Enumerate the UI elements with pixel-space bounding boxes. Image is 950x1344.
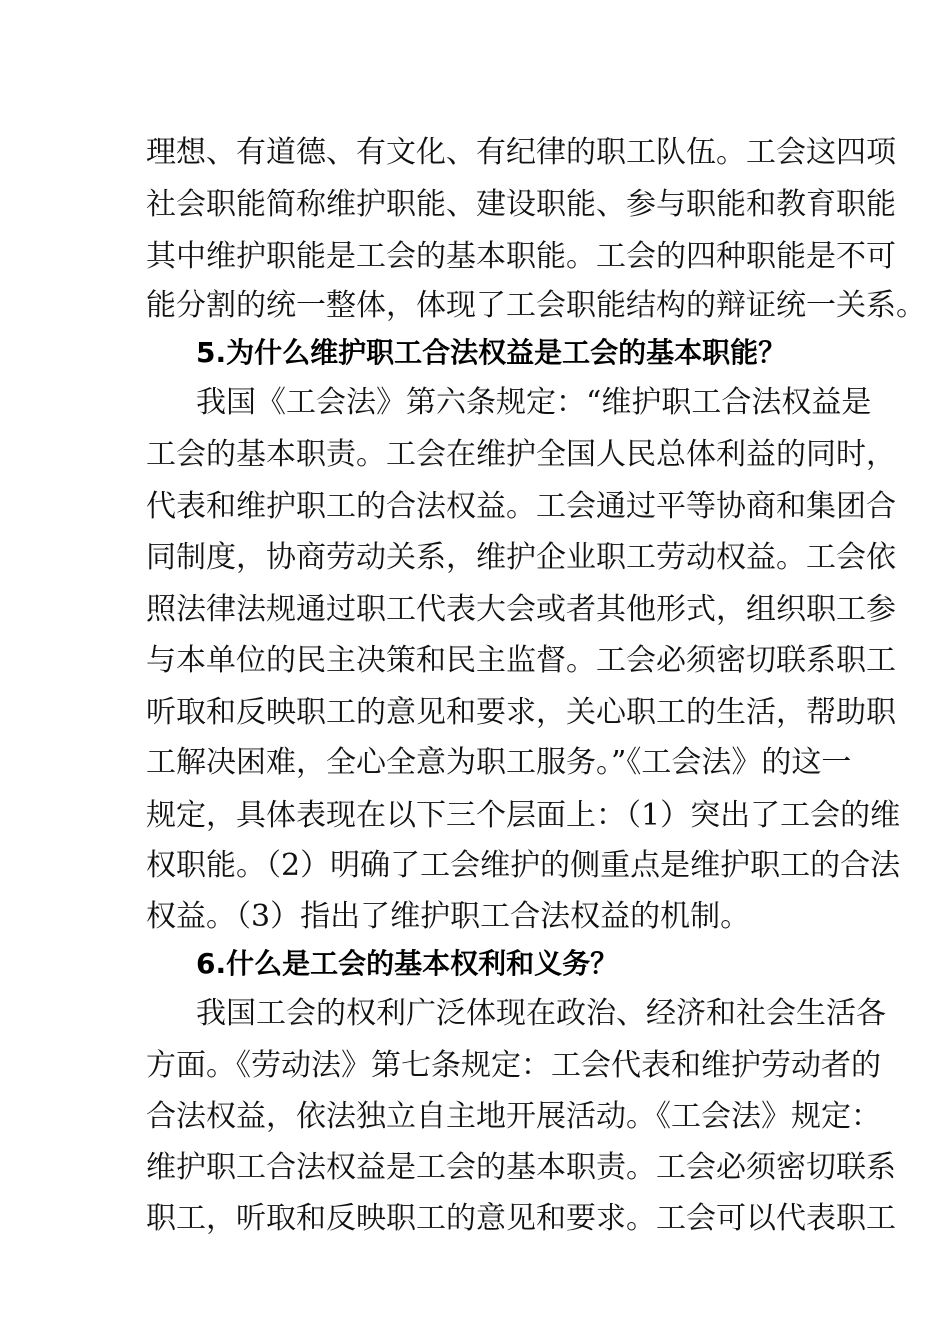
text-line: 职工，听取和反映职工的意见和要求。工会可以代表职工 [146, 1201, 896, 1236]
text-line: 我国工会的权利广泛体现在政治、经济和社会生活各 [196, 996, 886, 1031]
text-line: 社会职能简称维护职能、建设职能、参与职能和教育职能 [146, 187, 896, 222]
text-line: 工解决困难，全心全意为职工服务。”《工会法》的这一 [146, 745, 852, 780]
section-heading-5: 5.为什么维护职工合法权益是工会的基本职能？ [196, 336, 787, 369]
text-line: 同制度，协商劳动关系，维护企业职工劳动权益。工会依 [146, 540, 896, 575]
text-line: 我国《工会法》第六条规定：“维护职工合法权益是 [196, 385, 872, 420]
text-line: 合法权益，依法独立自主地开展活动。《工会法》规定： [146, 1099, 881, 1134]
text-line: 能分割的统一整体，体现了工会职能结构的辩证统一关系。 [146, 288, 926, 323]
text-line: 规定，具体表现在以下三个层面上：（1）突出了工会的维 [146, 798, 901, 833]
text-line: 代表和维护职工的合法权益。工会通过平等协商和集团合 [146, 489, 896, 524]
text-line: 维护职工合法权益是工会的基本职责。工会必须密切联系 [146, 1150, 896, 1185]
text-line: 权职能。（2）明确了工会维护的侧重点是维护职工的合法 [146, 848, 901, 883]
text-line: 权益。（3）指出了维护职工合法权益的机制。 [146, 899, 751, 934]
text-line: 听取和反映职工的意见和要求，关心职工的生活，帮助职 [146, 695, 896, 730]
text-line: 其中维护职能是工会的基本职能。工会的四种职能是不可 [146, 239, 896, 274]
text-line: 理想、有道德、有文化、有纪律的职工队伍。工会这四项 [146, 135, 896, 170]
text-line: 照法律法规通过职工代表大会或者其他形式，组织职工参 [146, 592, 896, 627]
text-line: 方面。《劳动法》第七条规定：工会代表和维护劳动者的 [146, 1048, 881, 1083]
text-line: 与本单位的民主决策和民主监督。工会必须密切联系职工 [146, 643, 896, 678]
text-line: 工会的基本职责。工会在维护全国人民总体利益的同时， [146, 437, 896, 472]
section-heading-6: 6.什么是工会的基本权利和义务？ [196, 947, 619, 980]
